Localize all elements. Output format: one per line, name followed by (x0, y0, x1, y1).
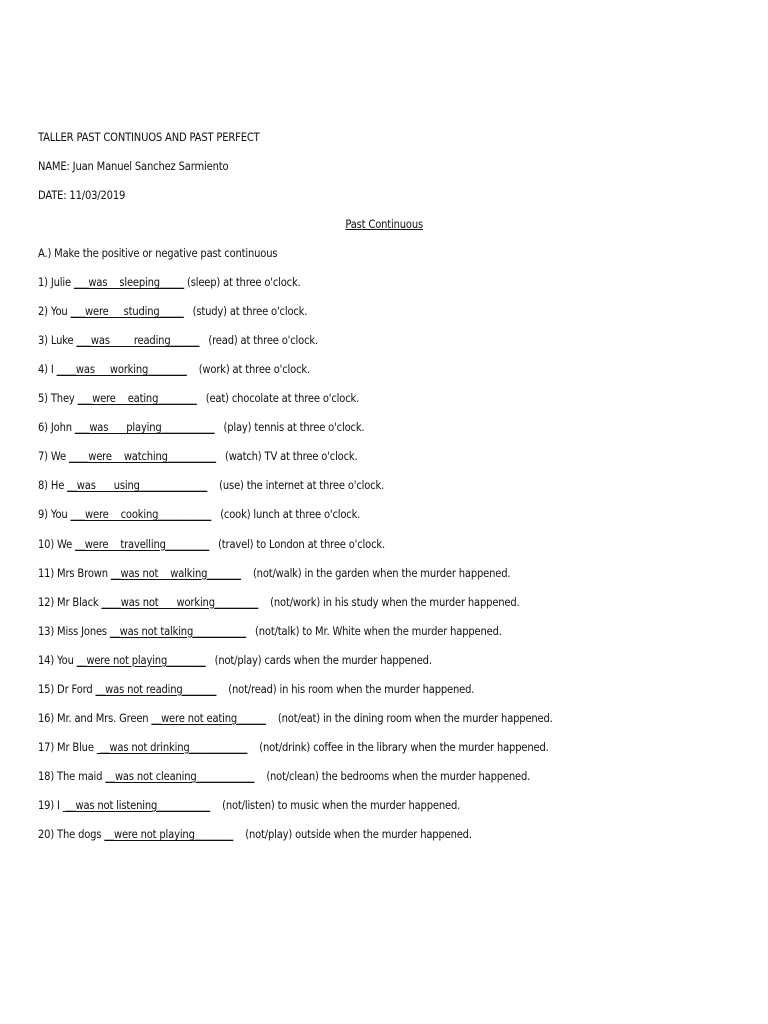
exercise-prompt: 9) You (38, 507, 71, 522)
exercise-prompt: 1) Julie (38, 275, 74, 289)
exercise-item (38, 361, 310, 377)
exercise-item (38, 303, 307, 319)
exercise-answer: ___were studing_____ (70, 304, 184, 319)
exercise-prompt: 16) Mr. and Mrs. Green (38, 710, 152, 725)
exercise-item (38, 274, 301, 290)
exercise-item (38, 536, 385, 552)
exercise-item (38, 390, 359, 406)
exercise-item (38, 448, 358, 464)
exercise-item (38, 768, 530, 784)
exercise-answer: ___were eating________ (77, 391, 197, 406)
exercise-answer: ____was not working_________ (101, 594, 259, 609)
exercise-hint: (cook) lunch at three o'clock. (211, 507, 361, 522)
exercise-hint: (sleep) at three o'clock. (184, 275, 301, 289)
exercise-hint: (not/read) in his room when the murder happened. (216, 681, 475, 696)
exercise-item (38, 681, 474, 697)
exercise-answer: __was not walking_______ (110, 565, 241, 580)
exercise-hint: (travel) to London at three o'clock. (209, 536, 385, 551)
exercise-item (38, 739, 549, 755)
exercise-answer: __were not eating______ (151, 710, 266, 725)
exercise-prompt: 8) He (38, 478, 68, 493)
exercise-prompt: 10) We (38, 536, 76, 551)
exercise-answer: __was not cleaning____________ (105, 768, 255, 783)
exercise-prompt: 3) Luke (38, 333, 77, 348)
exercise-item (38, 652, 432, 668)
worksheet-title: TALLER PAST CONTINUOS AND PAST PERFECT (38, 130, 260, 144)
exercise-hint: (use) the internet at three o'clock. (207, 478, 385, 493)
exercise-answer: __was using______________ (67, 478, 208, 493)
section-heading-text: Past Continuous (345, 217, 423, 231)
exercise-hint: (not/play) cards when the murder happened. (205, 652, 432, 667)
exercise-answer: __were not playing________ (104, 827, 234, 841)
exercise-answer: ___was playing___________ (74, 420, 215, 435)
exercise-answer: ____was working________ (56, 362, 187, 377)
exercise-prompt: 19) I (38, 797, 63, 812)
exercise-item (38, 477, 384, 493)
exercise-hint: (not/talk) to Mr. White when the murder happened. (246, 623, 502, 638)
exercise-prompt: 12) Mr Black (38, 594, 102, 609)
exercise-answer: __was not drinking____________ (96, 739, 248, 754)
exercise-hint: (not/walk) in the garden when the murder happened. (240, 565, 511, 580)
exercise-prompt: 15) Dr Ford (38, 681, 96, 696)
exercise-answer: __was not talking___________ (109, 623, 247, 638)
exercise-hint: (eat) chocolate at three o'clock. (196, 391, 360, 406)
exercise-prompt: 20) The dogs (38, 827, 105, 841)
exercise-item (38, 565, 510, 581)
exercise-item (38, 826, 472, 842)
exercise-item (38, 419, 364, 435)
exercise-answer: __were travelling_________ (75, 536, 210, 551)
exercise-prompt: 11) Mrs Brown (38, 565, 111, 580)
section-heading (0, 216, 768, 232)
exercise-hint: (work) at three o'clock. (186, 362, 311, 377)
exercise-hint: (not/drink) coffee in the library when the murder happened. (247, 739, 549, 754)
exercise-item (38, 623, 502, 639)
exercise-prompt: 6) John (38, 420, 75, 435)
exercise-prompt: 17) Mr Blue (38, 739, 97, 754)
exercise-answer: ____were watching__________ (68, 449, 216, 464)
exercise-hint: (not/eat) in the dining room when the murder happened. (265, 710, 553, 725)
exercise-item (38, 797, 460, 813)
exercise-answer: ___was sleeping_____ (73, 275, 185, 289)
exercise-item (38, 506, 360, 522)
exercise-prompt: 5) They (38, 391, 78, 406)
exercise-instruction: A.) Make the positive or negative past continuous (38, 246, 278, 260)
exercise-prompt: 7) We (38, 449, 69, 464)
exercise-prompt: 4) I (38, 362, 57, 377)
exercise-item (38, 332, 318, 348)
exercise-answer: ___were cooking___________ (70, 507, 212, 522)
exercise-item (38, 710, 553, 726)
exercise-prompt: 13) Miss Jones (38, 623, 110, 638)
exercise-hint: (play) tennis at three o'clock. (214, 420, 365, 435)
exercise-hint: (not/listen) to music when the murder happened. (210, 797, 461, 812)
exercise-hint: (not/play) outside when the murder happened. (233, 827, 472, 841)
exercise-answer: ___was reading______ (76, 333, 200, 348)
exercise-hint: (study) at three o'clock. (183, 304, 308, 319)
exercise-answer: __was not listening___________ (62, 797, 211, 812)
exercise-answer: __were not playing________ (76, 652, 206, 667)
exercise-prompt: 2) You (38, 304, 71, 319)
exercise-item (38, 594, 520, 610)
exercise-prompt: 18) The maid (38, 768, 106, 783)
exercise-hint: (not/clean) the bedrooms when the murder happened. (254, 768, 531, 783)
exercise-hint: (not/work) in his study when the murder happened. (258, 594, 520, 609)
student-name: NAME: Juan Manuel Sanchez Sarmiento (38, 159, 229, 173)
exercise-hint: (watch) TV at three o'clock. (215, 449, 358, 464)
exercise-answer: __was not reading_______ (95, 681, 217, 696)
exercise-prompt: 14) You (38, 652, 77, 667)
worksheet-date: DATE: 11/03/2019 (38, 188, 126, 202)
exercise-hint: (read) at three o'clock. (199, 333, 318, 348)
